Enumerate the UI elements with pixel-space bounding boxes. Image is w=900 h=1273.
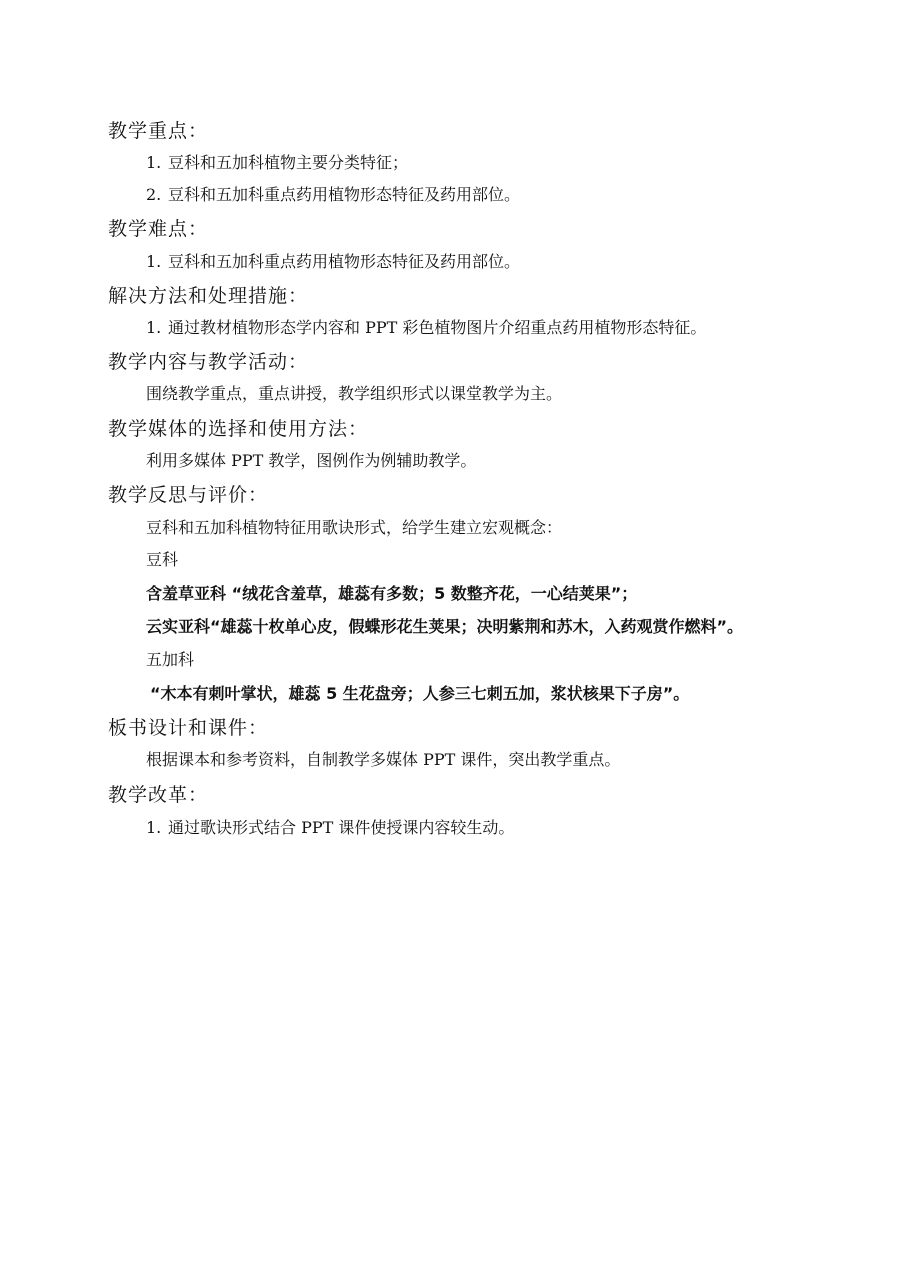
section-heading-reform: 教学改革： [108,784,209,806]
section-paragraph: 根据课本和参考资料，自制教学多媒体 PPT 课件，突出教学重点。 [146,750,621,769]
mnemonic-line: “木本有刺叶掌状，雄蕊 5 生花盘旁；人参三七刺五加，浆状核果下子房”。 [150,684,690,703]
list-item [146,820,514,836]
mnemonic-line: 含羞草亚科 “绒花含羞草，雄蕊有多数；5 数整齐花，一心结荚果”； [146,584,638,603]
section-heading-solution: 解决方法和处理措施： [108,285,309,307]
item-number: 1. [146,153,162,172]
item-number: 1. [146,318,162,337]
section-heading-focus: 教学重点： [108,120,209,142]
item-number: 1. [146,818,162,837]
section-heading-difficulty: 教学难点： [108,218,209,240]
family-label-legume: 豆科 [146,550,179,569]
list-item [146,320,706,336]
section-heading-reflection: 教学反思与评价： [108,484,269,506]
section-heading-media: 教学媒体的选择和使用方法： [108,418,369,440]
section-heading-content: 教学内容与教学活动： [108,351,309,373]
list-item [146,254,520,270]
section-paragraph: 围绕教学重点，重点讲授，教学组织形式以课堂教学为主。 [146,384,563,403]
item-text: 豆科和五加科重点药用植物形态特征及药用部位。 [168,185,521,204]
item-text: 通过歌诀形式结合 PPT 课件使授课内容较生动。 [168,818,515,837]
item-number: 1. [146,252,162,271]
item-number: 2. [146,185,162,204]
list-item [146,155,408,171]
item-text: 通过教材植物形态学内容和 PPT 彩色植物图片介绍重点药用植物形态特征。 [168,318,707,337]
section-heading-board: 板书设计和课件： [108,717,269,739]
item-text: 豆科和五加科植物主要分类特征； [168,153,409,172]
section-paragraph: 利用多媒体 PPT 教学，图例作为例辅助教学。 [146,451,477,470]
mnemonic-line: 云实亚科“雄蕊十枚单心皮，假蝶形花生荚果；决明紫荆和苏木，入药观赏作燃料”。 [146,617,744,636]
reflection-intro: 豆科和五加科植物特征用歌诀形式，给学生建立宏观概念： [146,518,563,537]
family-label-araliaceae: 五加科 [146,650,195,669]
list-item [146,187,520,203]
item-text: 豆科和五加科重点药用植物形态特征及药用部位。 [168,252,521,271]
